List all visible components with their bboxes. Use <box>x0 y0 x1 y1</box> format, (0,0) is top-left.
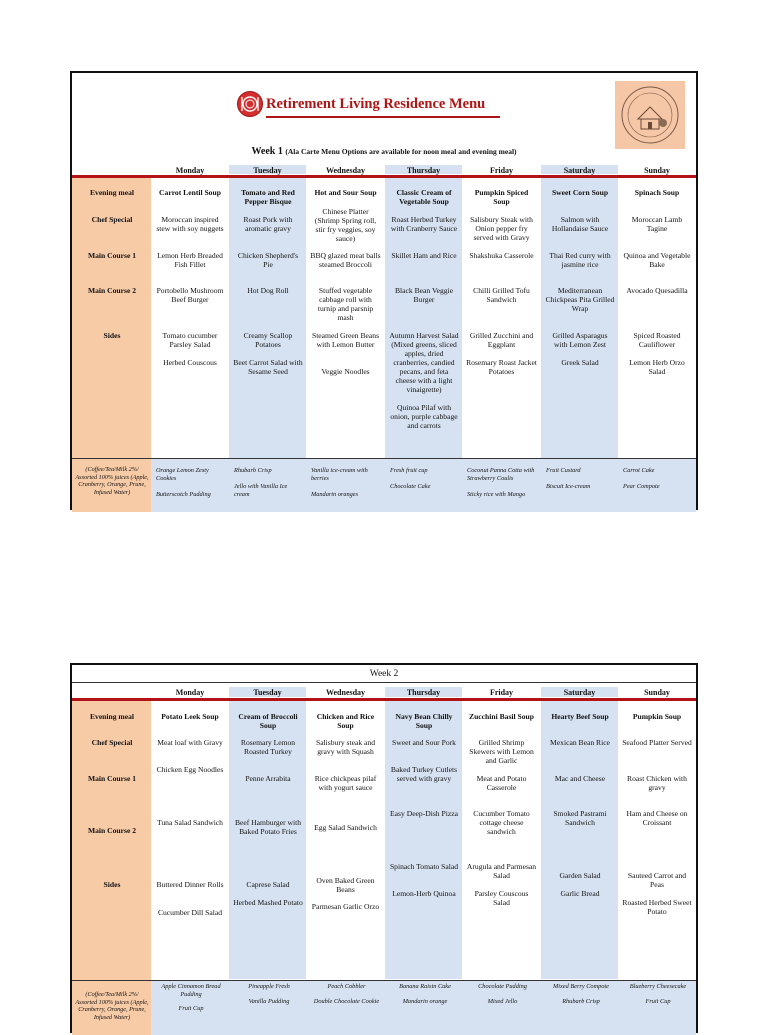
soup-cell: Pumpkin Spiced Soup <box>474 188 529 206</box>
soup-cell: Sweet Corn Soup <box>551 188 609 197</box>
row-label-sides: Sides <box>103 331 121 340</box>
main-course-2-cell: Beef Hamburger with Baked Potato Fries <box>234 818 302 836</box>
dessert-cell: Butterscotch Pudding <box>156 491 211 498</box>
day-header: Thursday <box>406 166 441 175</box>
dessert-cell: Pear Compote <box>623 483 660 490</box>
menu-title: Retirement Living Residence Menu <box>266 96 486 112</box>
row-label-sides: Sides <box>103 880 121 889</box>
row-label-evening-meal: Evening meal <box>89 188 135 197</box>
soup-cell: Zucchini Basil Soup <box>469 712 534 721</box>
main-course-1-cell: Rice chickpeas pilaf with yogurt sauce <box>314 774 377 792</box>
side-dish-cell: Lemon Herb Orzo Salad <box>629 358 685 376</box>
chef-special-cell: Moroccan inspired stew with soy nuggets <box>156 215 224 233</box>
side-dish-cell: Buttered Dinner Rolls <box>156 880 224 889</box>
main-course-1-cell: Skillet Ham and Rice <box>391 251 457 260</box>
row-label-chef-special: Chef Special <box>91 738 133 747</box>
main-course-1-cell: Chicken Shepherd's Pie <box>237 251 299 269</box>
side-dish-cell: Spinach Tomato Salad <box>389 862 459 871</box>
side-dish-cell: Grilled Asparagus with Lemon Zest <box>552 331 608 349</box>
chef-special-cell: Meat loaf with Gravy <box>157 738 223 747</box>
dessert-cell: Mandarin orange <box>402 998 448 1005</box>
day-header: Wednesday <box>325 688 366 697</box>
dessert-cell: Fruit Cup <box>178 1005 204 1012</box>
side-dish-cell: Oven Baked Green Beans <box>316 876 375 894</box>
main-course-2-cell: Tuna Salad Sandwich <box>157 818 223 827</box>
main-course-2-cell: Chilli Grilled Tofu Sandwich <box>473 286 530 304</box>
main-course-2-cell: Mediterranean Chickpeas Pita Grilled Wrap <box>545 286 615 313</box>
row-label-chef-special: Chef Special <box>91 215 133 224</box>
main-course-1-cell: Penne Arrabita <box>245 774 291 783</box>
week1-label-column <box>72 178 151 512</box>
dessert-cell: Jello with Vanilla Ice cream <box>234 483 288 498</box>
side-dish-cell: Steamed Green Beans with Lemon Butter <box>311 331 380 349</box>
soup-cell: Chicken and Rice Soup <box>316 712 375 730</box>
week2-menu-card <box>70 663 698 1033</box>
week1-subheading: (Ala Carte Menu Options are available for noon meal and evening meal) <box>285 147 517 156</box>
side-dish-cell: Herbed Couscous <box>163 358 217 367</box>
chef-special-cell: Grilled Shrimp Skewers with Lemon and Garlic <box>469 738 534 765</box>
week2-heading: Week 2 <box>369 669 399 679</box>
main-course-2-cell: Cucumber Tomato cottage cheese sandwich <box>473 809 530 836</box>
day-header: Friday <box>489 688 514 697</box>
dessert-cell: Double Chocolate Cookie <box>313 998 380 1005</box>
drinks-label: (Coffee/Tea/Milk 2%/ Assorted 100% juices (Apple, Cranberry, Orange, Prune, Infused Water) <box>75 466 149 496</box>
row-label-evening-meal: Evening meal <box>89 712 135 721</box>
day-header: Monday <box>175 688 205 697</box>
main-course-2-cell: Hot Dog Roll <box>247 286 289 295</box>
side-dish-cell: Roasted Herbed Sweet Potato <box>622 898 692 916</box>
menu-title-block <box>237 89 537 123</box>
main-course-2-cell: Smoked Pastrami Sandwich <box>553 809 607 827</box>
dessert-cell: Blueberry Cheesecake <box>629 983 687 990</box>
dessert-cell: Banana Raisin Cake <box>399 983 451 990</box>
week1-heading-text: Week 1 <box>251 146 283 157</box>
dessert-cell: Peach Cobbler <box>327 983 366 990</box>
chef-special-cell: Seafood Platter Served <box>622 738 692 747</box>
day-header: Saturday <box>563 688 596 697</box>
soup-cell: Classic Cream of Vegetable Soup <box>396 188 452 206</box>
main-course-2-cell: Egg Salad Sandwich <box>314 823 377 832</box>
side-dish-cell: Cucumber Dill Salad <box>157 908 223 917</box>
day-header: Tuesday <box>253 166 282 175</box>
side-dish-cell: Arugula and Parmesan Salad <box>466 862 537 880</box>
main-course-2-cell: Ham and Cheese on Croissant <box>626 809 688 827</box>
main-course-2-cell: Black Bean Veggie Burger <box>394 286 454 304</box>
side-dish-cell: Tomato cucumber Parsley Salad <box>162 331 218 349</box>
week1-heading <box>72 146 696 157</box>
main-course-1-cell: Lemon Herb Breaded Fish Fillet <box>157 251 223 269</box>
day-header: Saturday <box>563 166 596 175</box>
drinks-label: (Coffee/Tea/Milk 2%/ Assorted 100% juices (Apple, Cranberry, Orange, Prune, Infused Water) <box>75 991 149 1021</box>
dessert-cell: Vanilla ice-cream with berries <box>311 467 368 482</box>
side-dish-cell: Parsley Couscous Salad <box>474 889 529 907</box>
main-course-1-cell: Roast Chicken with gravy <box>627 774 687 792</box>
chef-special-cell: Roast Pork with aromatic gravy <box>243 215 293 233</box>
soup-cell: Hearty Beef Soup <box>551 712 609 721</box>
dessert-cell: Pineapple Fresh <box>248 983 290 990</box>
side-dish-cell: Beet Carrot Salad with Sesame Seed <box>233 358 303 376</box>
soup-cell: Cream of Broccoli Soup <box>238 712 298 730</box>
side-dish-cell: Rosemary Roast Jacket Potatoes <box>466 358 537 376</box>
dessert-cell: Carrot Cake <box>623 467 655 474</box>
main-course-1-cell: Meat and Potato Casserole <box>476 774 527 792</box>
main-course-2-cell: Portobello Mushroom Beef Burger <box>156 286 224 304</box>
main-course-1-cell: Shakshuka Casserole <box>469 251 534 260</box>
main-course-1-cell: BBQ glazed meat balls steamed Broccoli <box>310 251 381 269</box>
chef-special-cell: Salisbury steak and gravy with Squash <box>315 738 376 756</box>
day-header: Friday <box>489 166 514 175</box>
week2-label-column <box>72 701 151 1035</box>
row-label-main-course-2: Main Course 2 <box>87 826 137 835</box>
day-header: Tuesday <box>253 688 282 697</box>
soup-cell: Potato Leek Soup <box>161 712 219 721</box>
dessert-cell: Vanilla Pudding <box>248 998 290 1005</box>
chef-special-cell: Sweet and Sour Pork <box>392 738 456 747</box>
chef-special-cell: Chinese Platter (Shrimp Spring roll, stir fry veggies, soy sauce) <box>314 207 377 243</box>
row-label-main-course-2: Main Course 2 <box>87 286 137 295</box>
dessert-cell: Fruit Custard <box>546 467 581 474</box>
day-header: Monday <box>175 166 205 175</box>
dessert-cell: Mixed Berry Compote <box>553 983 609 990</box>
main-course-1-cell: Baked Turkey Cutlets served with gravy <box>390 765 458 783</box>
dessert-cell: Sticky rice with Mango <box>467 491 526 498</box>
chef-special-cell: Salisbury Steak with Onion pepper fry served with Gravy <box>470 215 533 242</box>
side-dish-cell: Spiced Roasted Cauliflower <box>633 331 681 349</box>
dessert-cell: Mandarin oranges <box>311 491 359 498</box>
dessert-cell: Biscuit Ice-cream <box>546 483 591 490</box>
soup-cell: Pumpkin Soup <box>632 712 682 721</box>
side-dish-cell: Herbed Mashed Potato <box>233 898 303 907</box>
day-header: Wednesday <box>325 166 366 175</box>
main-course-1-cell: Thai Red curry with jasmine rice <box>549 251 611 269</box>
main-course-1-cell: Mac and Cheese <box>554 774 606 783</box>
day-header: Thursday <box>406 688 441 697</box>
dessert-cell: Mixed Jello <box>487 998 518 1005</box>
main-course-2-cell: Avocado Quesadilla <box>626 286 688 295</box>
soup-cell: Spinach Soup <box>634 188 680 197</box>
dessert-cell: Orange Lemon Zesty Cookies <box>156 467 209 482</box>
main-course-1-cell: Quinoa and Vegetable Bake <box>623 251 691 269</box>
dessert-cell: Rhubarb Crisp <box>562 998 600 1005</box>
day-header: Sunday <box>644 688 670 697</box>
side-dish-cell: Parmesan Garlic Orzo <box>311 902 380 911</box>
soup-cell: Carrot Lentil Soup <box>159 188 221 197</box>
row-label-main-course-1: Main Course 1 <box>87 251 137 260</box>
side-dish-cell: Quinoa Pilaf with onion, purple cabbage and carrots <box>390 403 458 430</box>
main-course-2-cell: Stuffed vegetable cabbage roll with turnip and parsnip mash <box>317 286 374 322</box>
side-dish-cell: Veggie Noodles <box>321 367 370 376</box>
title-underline <box>266 116 500 118</box>
chef-special-cell: Moroccan Lamb Tagine <box>631 215 683 233</box>
side-dish-cell: Autumn Harvest Salad (Mixed greens, sliced apples, dried cranberries, candied pecans, and feta cheese with a light vinaigrette) <box>389 331 459 394</box>
side-dish-cell: Caprese Salad <box>246 880 290 889</box>
dessert-cell: Chocolate Cake <box>390 483 431 490</box>
side-dish-cell: Sauteed Carrot and Peas <box>627 871 687 889</box>
dessert-cell: Chocolate Pudding <box>478 983 527 990</box>
dessert-cell: Fresh fruit cup <box>390 467 428 474</box>
dessert-cell: Fruit Cup <box>645 998 671 1005</box>
dessert-cell: Apple Cinnamon Bread Pudding <box>161 983 221 998</box>
dessert-cell: Rhubarb Crisp <box>234 467 272 474</box>
week1-menu-card <box>70 71 698 510</box>
row-label-main-course-1: Main Course 1 <box>87 774 137 783</box>
side-dish-cell: Garden Salad <box>559 871 601 880</box>
soup-cell: Hot and Sour Soup <box>314 188 377 197</box>
retirement-residence-logo <box>615 81 685 149</box>
side-dish-cell: Creamy Scallop Potatoes <box>243 331 293 349</box>
main-course-1-cell: Chicken Egg Noodles <box>156 765 224 774</box>
soup-cell: Navy Bean Chilly Soup <box>395 712 453 730</box>
day-header: Sunday <box>644 166 670 175</box>
side-dish-cell: Grilled Zucchini and Eggplant <box>469 331 534 349</box>
side-dish-cell: Greek Salad <box>561 358 599 367</box>
chef-special-cell: Salmon with Hollandaise Sauce <box>551 215 609 233</box>
chef-special-cell: Roast Herbed Turkey with Cranberry Sauce <box>390 215 458 233</box>
soup-cell: Tomato and Red Pepper Bisque <box>241 188 295 206</box>
chef-special-cell: Rosemary Lemon Roasted Turkey <box>240 738 296 756</box>
main-course-2-cell: Easy Deep-Dish Pizza <box>390 809 458 818</box>
dessert-cell: Coconut Panna Cotta with Strawberry Coulis <box>467 467 535 482</box>
side-dish-cell: Lemon-Herb Quinoa <box>392 889 456 898</box>
plate-fork-knife-icon <box>237 91 263 117</box>
chef-special-cell: Mexican Bean Rice <box>550 738 610 747</box>
side-dish-cell: Garlic Bread <box>560 889 600 898</box>
